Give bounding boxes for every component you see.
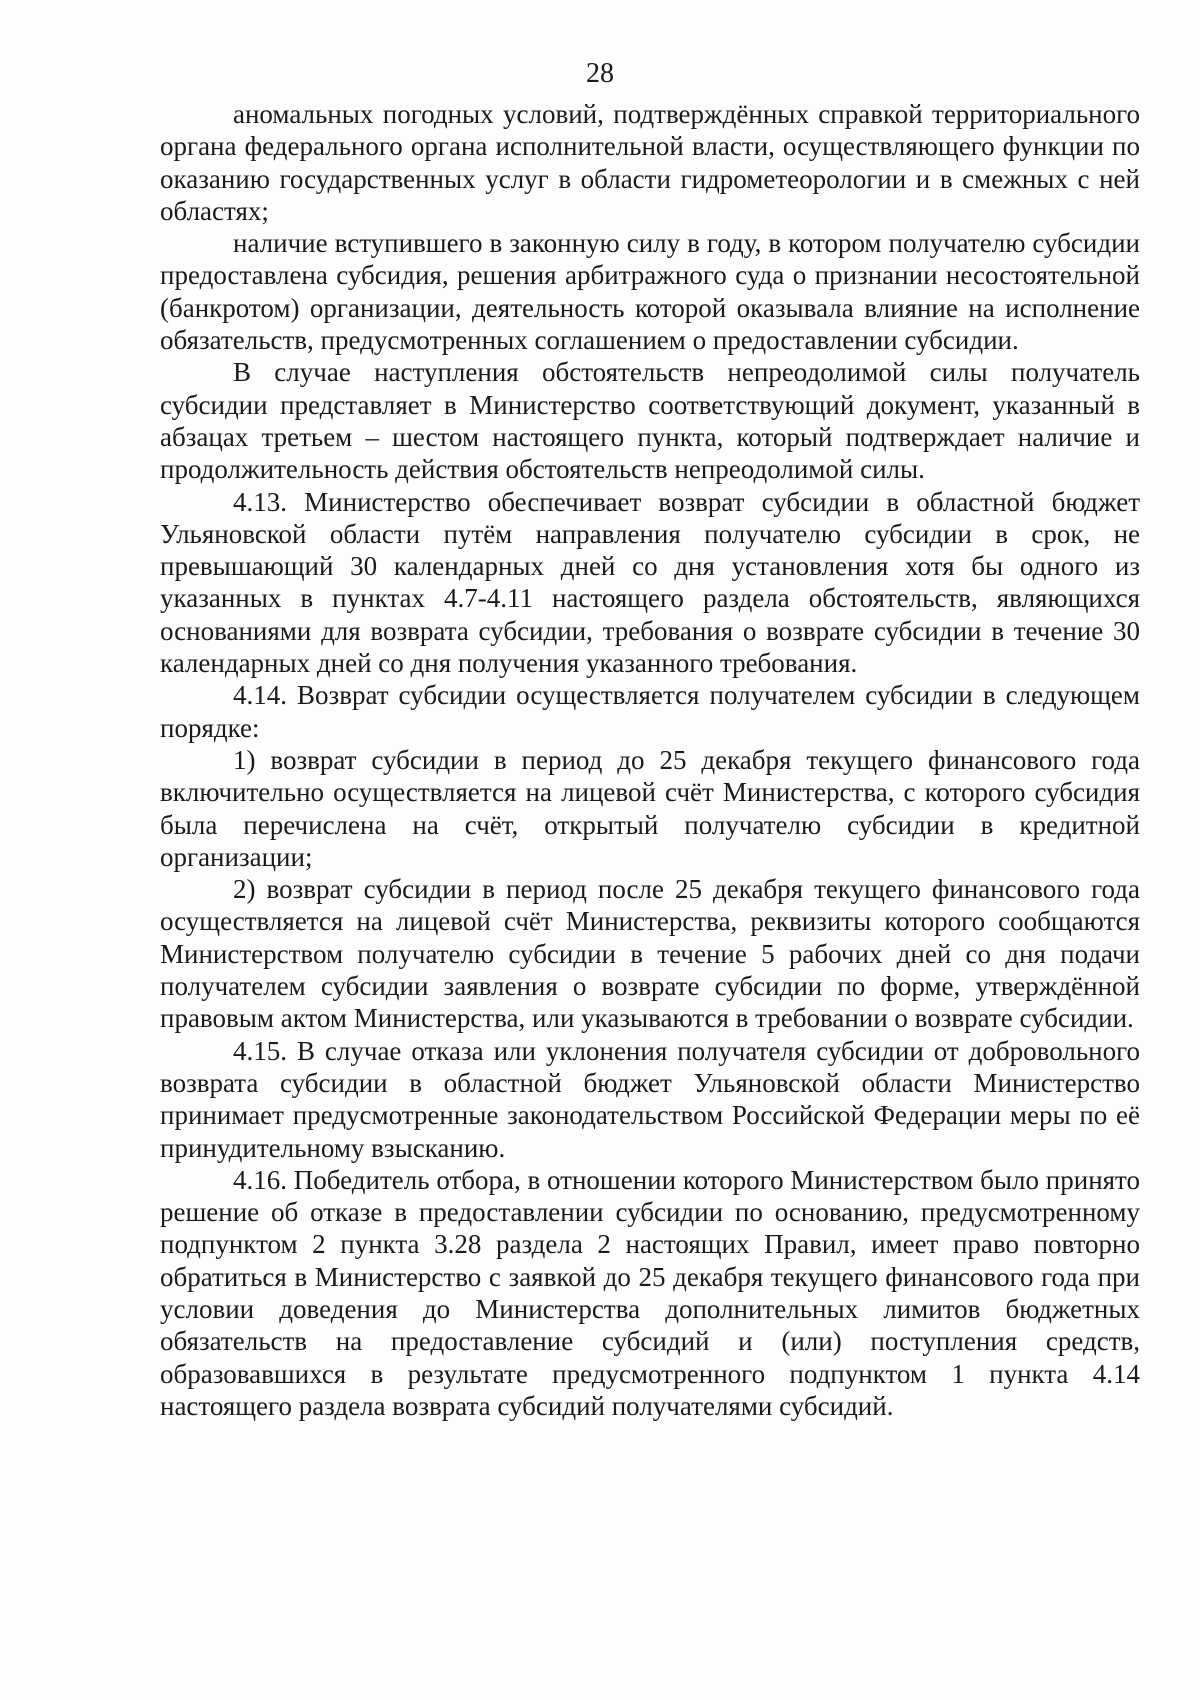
paragraph-4-14-item-2: 2) возврат субсидии в период после 25 декабря текущего финансового года осуществляется на лицевой счёт Министерства, реквизиты которого сообщаются Министерством получателю субсидии в течение 5 рабочих дней со дня подачи получателем субсидии заявления о возврате субсидии по форме, утверждённой правовым актом Министерства, или указываются в требовании о возврате субсидии. [160, 874, 1140, 1034]
paragraph-4-16: 4.16. Победитель отбора, в отношении которого Министерством было принято решение об отказе в предоставлении субсидии по основанию, предусмотренному подпунктом 2 пункта 3.28 раздела 2 настоящих Правил, имеет право повторно обратиться в Министерство с заявкой до 25 декабря текущего финансового года при условии доведения до Министерства дополнительных лимитов бюджетных обязательств на предоставление субсидий и (или) поступления средств, образовавшихся в результате предусмотренного подпунктом 1 пункта 4.14 настоящего раздела возврата субсидий получателями субсидий. [160, 1164, 1140, 1421]
paragraph-4-14: 4.14. Возврат субсидии осуществляется получателем субсидии в следующем порядке: [160, 680, 1140, 743]
paragraph-4-13: 4.13. Министерство обеспечивает возврат субсидии в областной бюджет Ульяновской области путём направления получателю субсидии в срок, не превышающий 30 календарных дней со дня установления хотя бы одного из указанных в пунктах 4.7-4.11 настоящего раздела обстоятельств, являющихся основаниями для возврата субсидии, требования о возврате субсидии в течение 30 календарных дней со дня получения указанного требования. [160, 486, 1140, 679]
paragraph-anomalous-weather: аномальных погодных условий, подтверждённых справкой территориального органа федерального органа исполнительной власти, осуществляющего функции по оказанию государственных услуг в области гидрометеорологии и в смежных с ней областях; [160, 99, 1140, 226]
paragraph-bankruptcy: наличие вступившего в законную силу в году, в котором получателю субсидии предоставлена субсидия, решения арбитражного суда о признании несостоятельной (банкротом) организации, деятельность которой оказывала влияние на исполнение обязательств, предусмотренных соглашением о предоставлении субсидии. [160, 228, 1140, 356]
document-body [160, 98, 1140, 1422]
page-number: 28 [586, 58, 614, 89]
paragraph-force-majeure: В случае наступления обстоятельств непреодолимой силы получатель субсидии представляет в Министерство соответствующий документ, указанный в абзацах третьем – шестом настоящего пункта, который подтверждает наличие и продолжительность действия обстоятельств непреодолимой силы. [160, 357, 1140, 485]
paragraph-4-14-item-1: 1) возврат субсидии в период до 25 декабря текущего финансового года включительно осуществляется на лицевой счёт Министерства, с которого субсидия была перечислена на счёт, открытый получателю субсидии в кредитной организации; [160, 744, 1140, 872]
paragraph-4-15: 4.15. В случае отказа или уклонения получателя субсидии от добровольного возврата субсидии в областной бюджет Ульяновской области Министерство принимает предусмотренные законодательством Российской Федерации меры по её принудительному взысканию. [160, 1035, 1140, 1163]
